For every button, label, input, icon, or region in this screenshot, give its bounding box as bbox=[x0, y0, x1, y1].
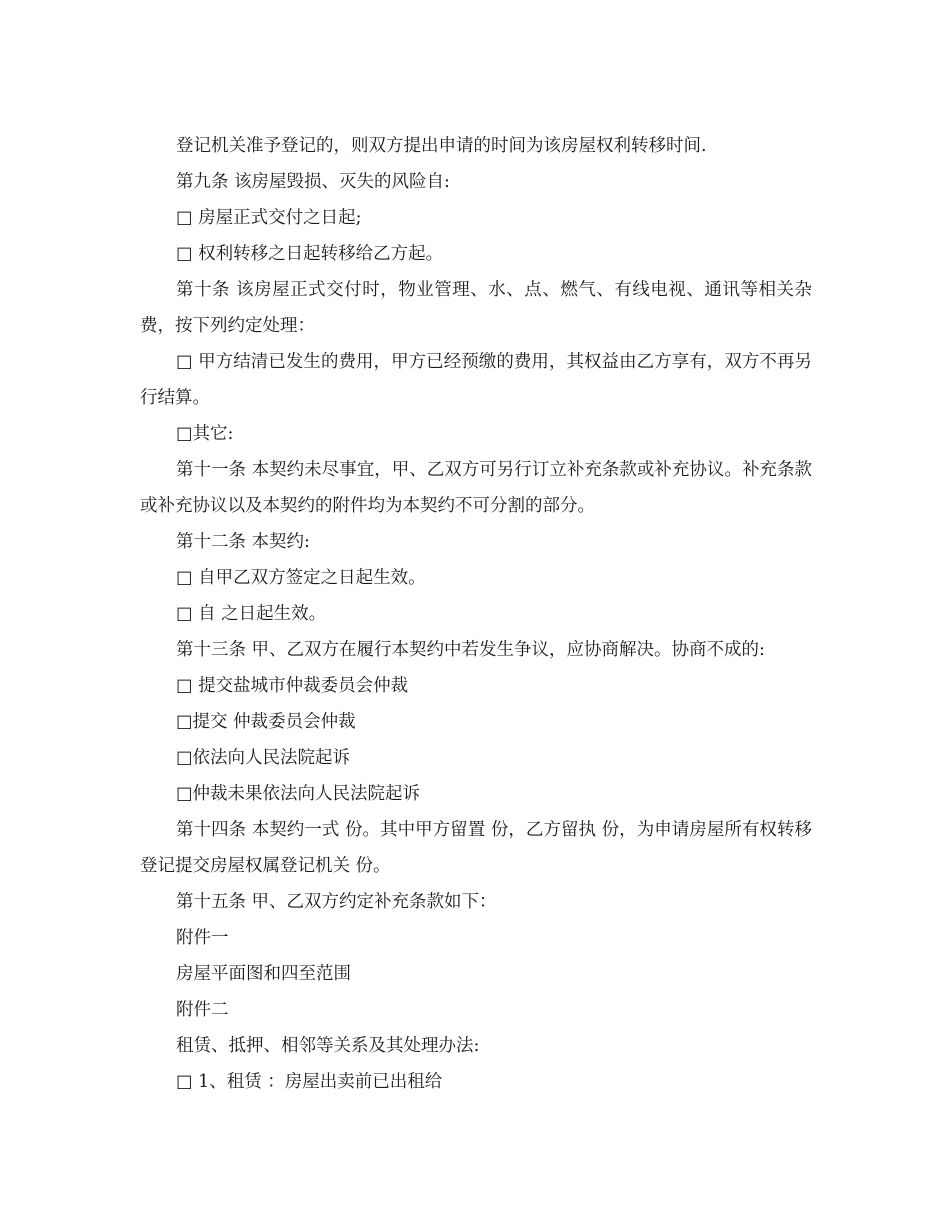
option-effective-signing: □ 自甲乙双方签定之日起生效。 bbox=[176, 568, 426, 588]
option-arbitration-then-court: □仲裁未果依法向人民法院起诉 bbox=[176, 784, 421, 804]
option-other: □其它: bbox=[176, 424, 234, 444]
annex-1-content: 房屋平面图和四至范围 bbox=[176, 964, 351, 984]
article-13-heading: 第十三条 甲、乙双方在履行本契约中若发生争议，应协商解决。协商不成的: bbox=[176, 640, 765, 660]
article-10-heading: 第十条 该房屋正式交付时，物业管理、水、点、燃气、有线电视、通讯等相关杂费，按下列约定处理： bbox=[140, 280, 812, 336]
option-lease: □ 1、租赁 ：房屋出卖前已出租给 bbox=[176, 1072, 443, 1092]
article-14: 第十四条 本契约一式 份。其中甲方留置 份，乙方留执 份，为申请房屋所有权转移登记提交房屋权属登记机关 份。 bbox=[140, 820, 812, 876]
paragraph-registration-time: 登记机关准予登记的，则双方提出申请的时间为该房屋权利转移时间. bbox=[176, 136, 707, 156]
article-12-heading: 第十二条 本契约: bbox=[176, 532, 310, 552]
option-effective-date: □ 自 之日起生效。 bbox=[176, 604, 327, 624]
option-yancheng-arbitration: □ 提交盐城市仲裁委员会仲裁 bbox=[176, 676, 409, 696]
option-transfer-date: □ 权利转移之日起转移给乙方起。 bbox=[176, 244, 444, 264]
annex-1-title: 附件一 bbox=[176, 928, 229, 948]
option-delivery-date: □ 房屋正式交付之日起; bbox=[176, 208, 362, 228]
article-11: 第十一条 本契约未尽事宜，甲、乙双方可另行订立补充条款或补充协议。补充条款或补充协议以及本契约的附件均为本契约不可分割的部分。 bbox=[140, 460, 812, 516]
option-court: □依法向人民法院起诉 bbox=[176, 748, 351, 768]
option-other-arbitration: □提交 仲裁委员会仲裁 bbox=[176, 712, 356, 732]
article-15-heading: 第十五条 甲、乙双方约定补充条款如下： bbox=[176, 892, 497, 912]
option-fee-settlement: □ 甲方结清已发生的费用，甲方已经预缴的费用，其权益由乙方享有，双方不再另行结算。 bbox=[140, 352, 812, 408]
article-9-heading: 第九条 该房屋毁损、灭失的风险自: bbox=[176, 172, 450, 192]
annex-2-content: 租赁、抵押、相邻等关系及其处理办法: bbox=[176, 1036, 480, 1056]
document-body bbox=[140, 128, 812, 1100]
annex-2-title: 附件二 bbox=[176, 1000, 229, 1020]
